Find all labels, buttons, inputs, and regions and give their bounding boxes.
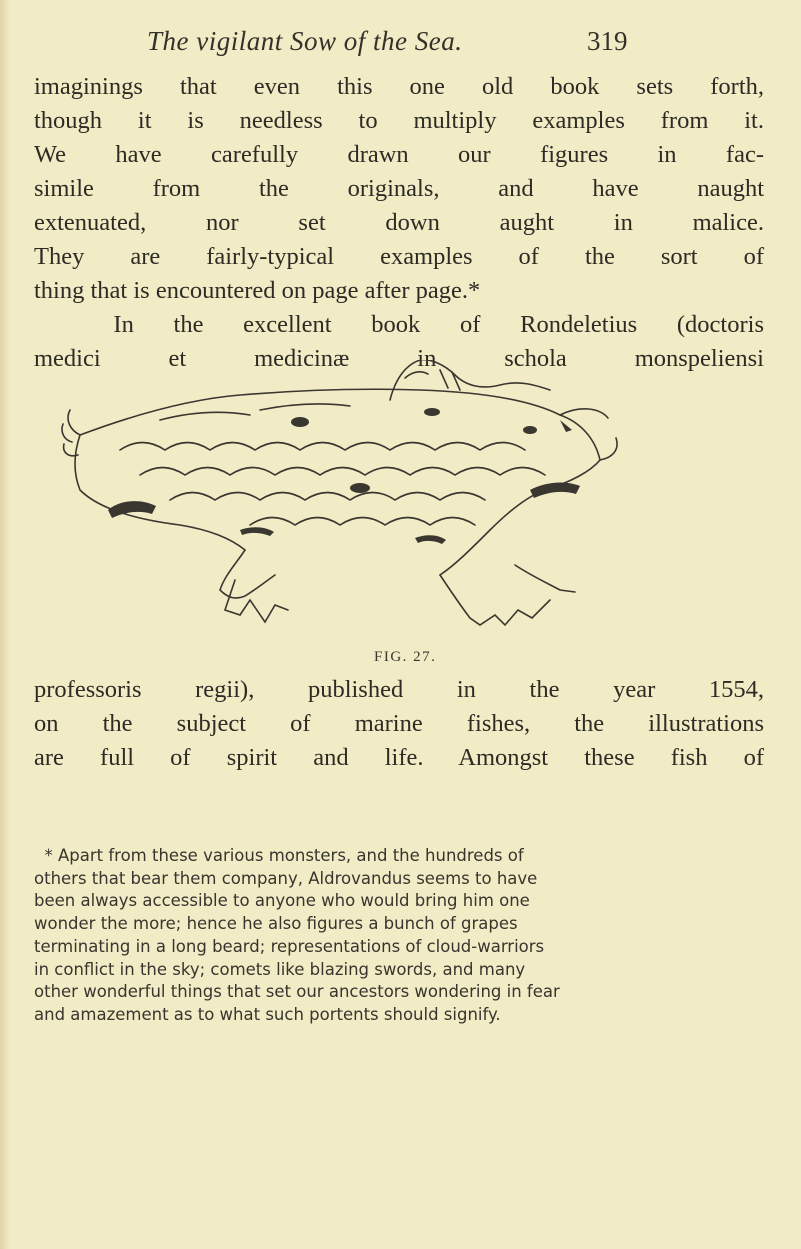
footnote-line: and amazement as to what such portents should signify. <box>34 1004 501 1024</box>
paragraph-2 <box>34 673 764 775</box>
footnote-line: other wonderful things that set our ancestors wondering in fear <box>34 982 560 1002</box>
text-line: though it is needless to multiply examples from it. <box>34 107 764 134</box>
text-line: We have carefully drawn our figures in fac- <box>34 141 764 168</box>
text-line: extenuated, nor set down aught in malice. <box>34 209 764 236</box>
text-line: They are fairly-typical examples of the sort of <box>34 243 764 270</box>
text-line: medici et medicinæ in schola monspeliensi <box>34 345 764 372</box>
footnote-line: terminating in a long beard; representations of cloud-warriors <box>34 936 545 956</box>
text-line: imaginings that even this one old book sets forth, <box>34 73 764 100</box>
sea-sow-illustration <box>60 360 620 645</box>
page-number: 319 <box>587 26 628 56</box>
paragraph-1 <box>34 70 764 376</box>
text-line: simile from the originals, and have naught <box>34 175 764 202</box>
footnote <box>34 845 764 1027</box>
text-line: In the excellent book of Rondeletius (doctoris <box>34 311 764 338</box>
footnote-line: others that bear them company, Aldrovandus seems to have <box>34 868 538 888</box>
text-line: are full of spirit and life. Amongst these fish of <box>34 744 764 771</box>
footnote-line: wonder the more; hence he also figures a bunch of grapes <box>34 914 518 934</box>
figure-caption: FIG. 27. <box>374 649 437 665</box>
text-line: on the subject of marine fishes, the illustrations <box>34 710 764 737</box>
footnote-line: * Apart from these various monsters, and the hundreds of <box>34 846 524 865</box>
running-head-title: The vigilant Sow of the Sea. <box>147 26 463 56</box>
text-line: thing that is encountered on page after page.* <box>34 277 481 304</box>
text-line: professoris regii), published in the year 1554, <box>34 676 764 703</box>
footnote-line: been always accessible to anyone who would bring him one <box>34 891 530 911</box>
footnote-line: in conflict in the sky; comets like blazing swords, and many <box>34 959 526 979</box>
page-gutter <box>0 0 10 1249</box>
